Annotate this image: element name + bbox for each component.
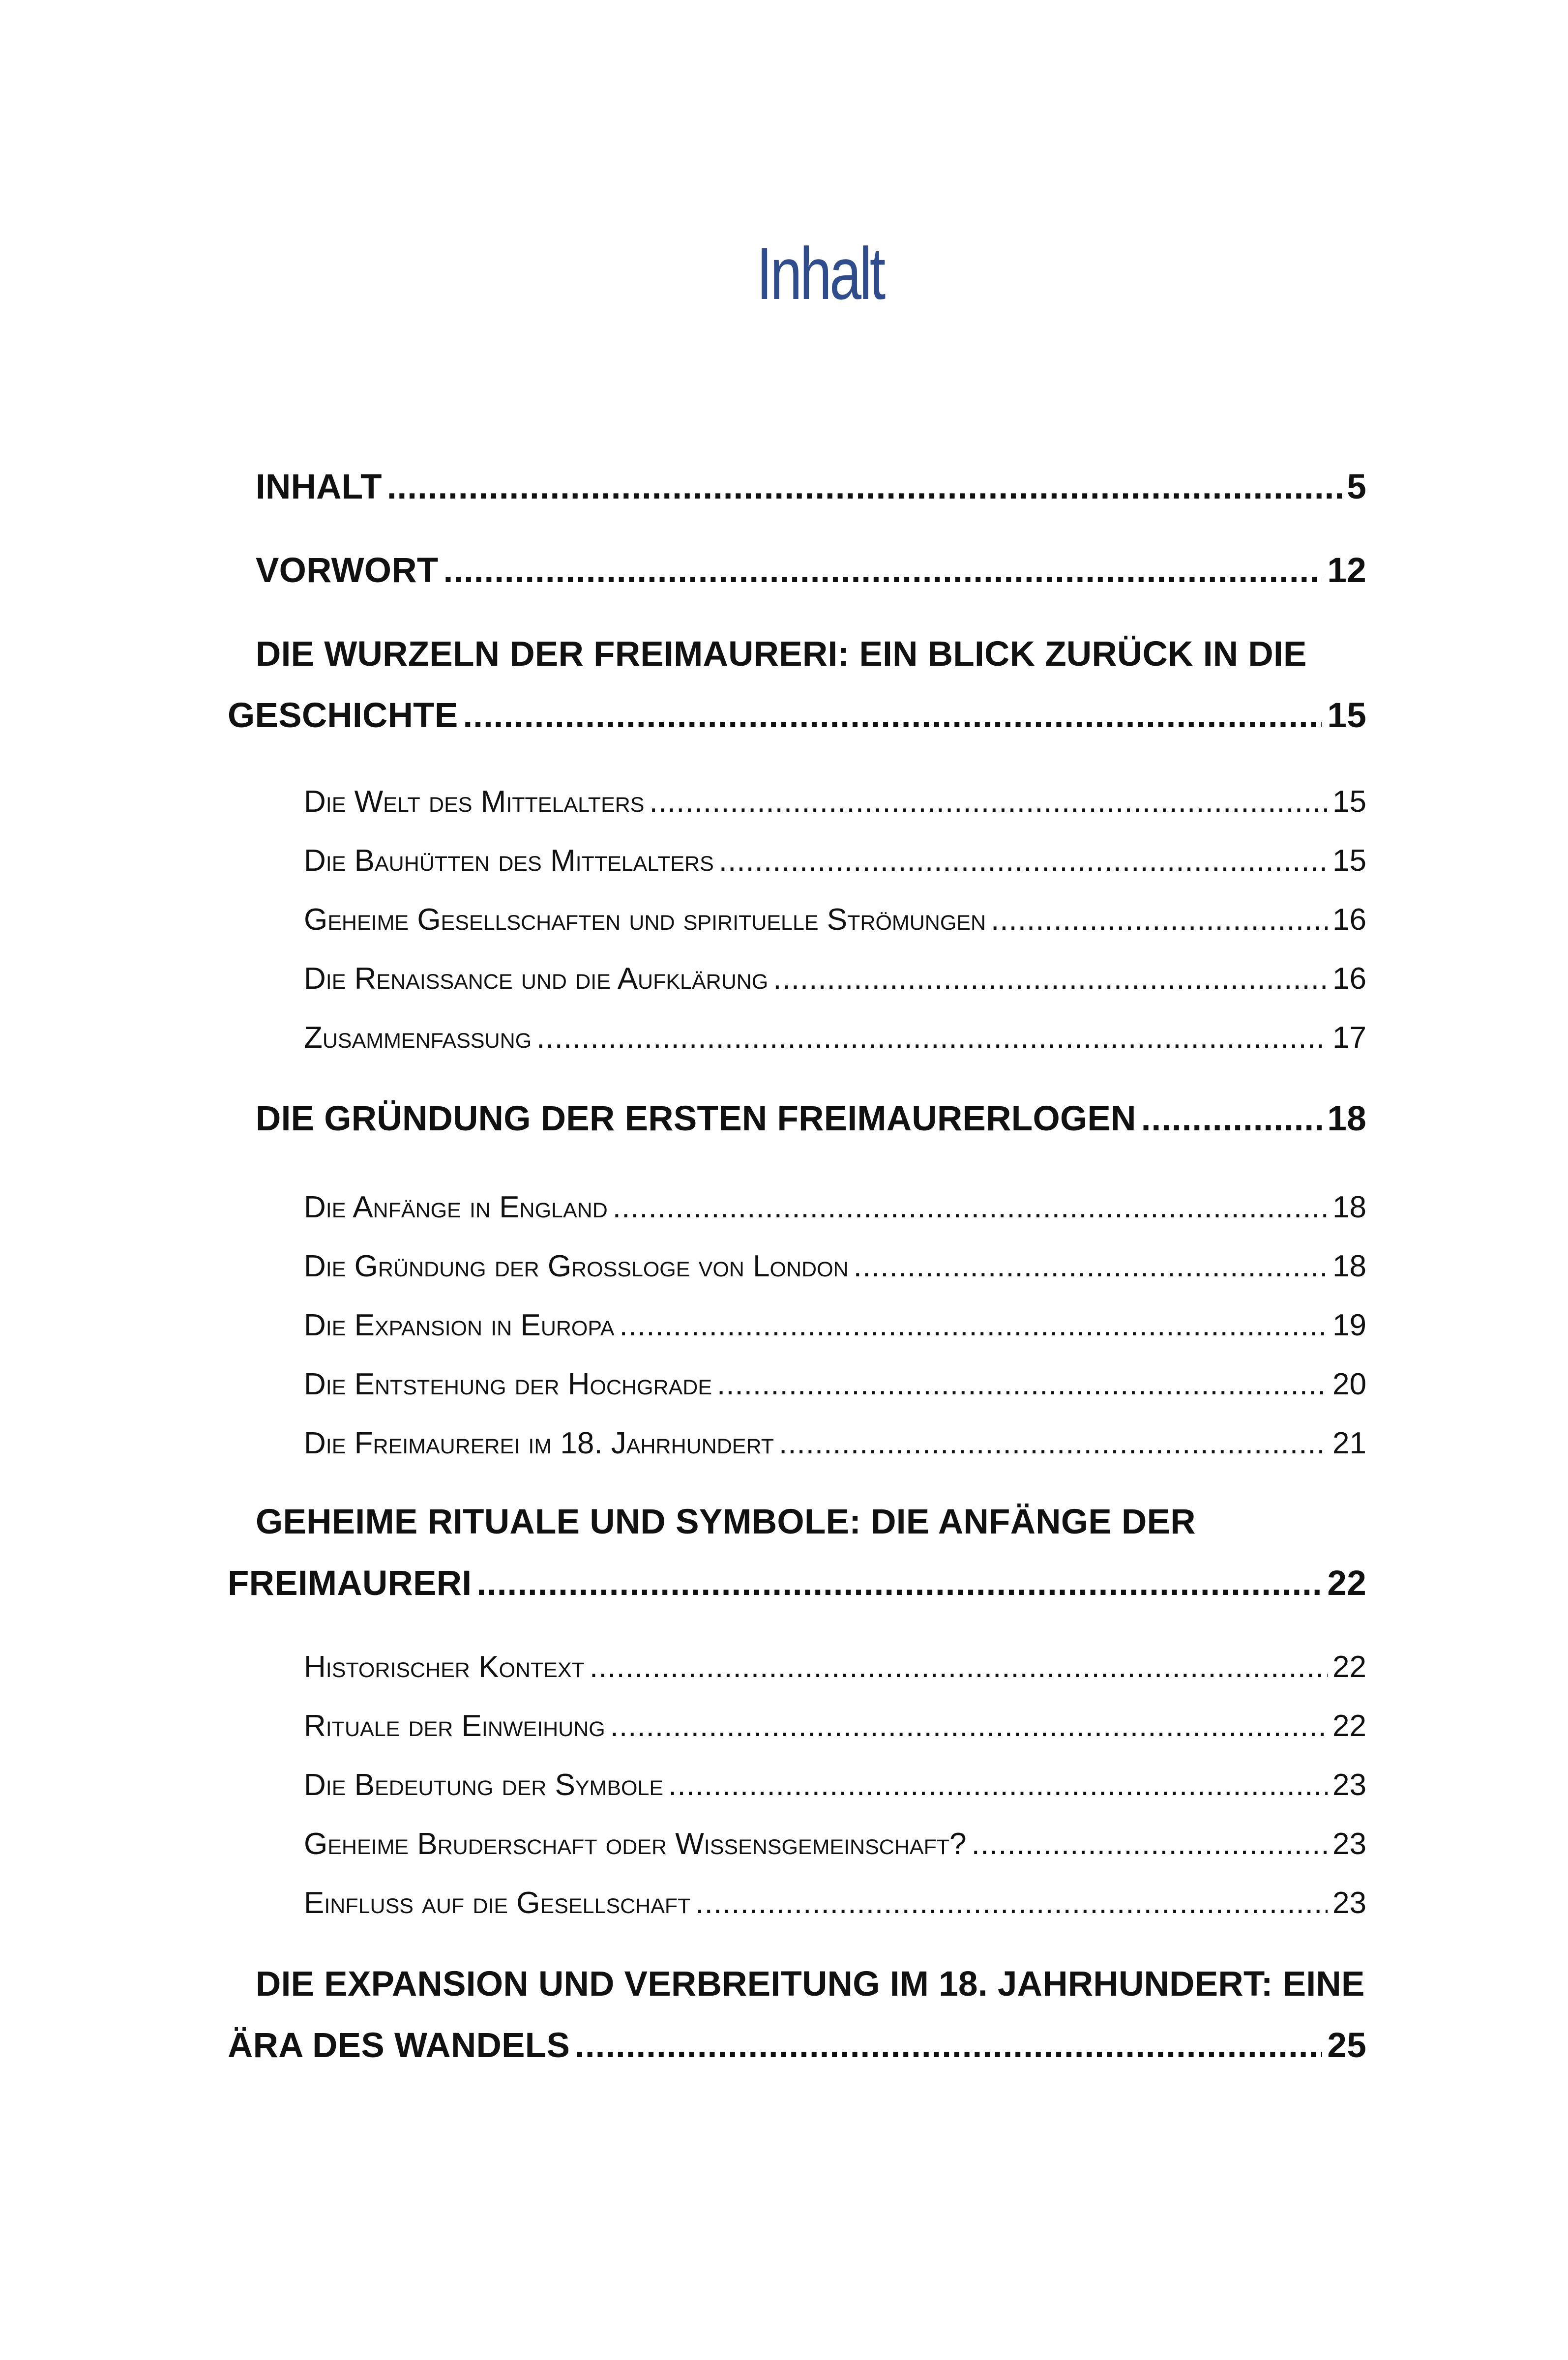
toc-page-number: 22	[1332, 1650, 1366, 1684]
toc-subentry[interactable]	[304, 1020, 1366, 1055]
toc-leader-dots	[610, 1709, 1328, 1743]
toc-entry-label: DIE WURZELN DER FREIMAURERI: EIN BLICK ZURÜCK IN DIE	[256, 635, 1307, 674]
toc-leader-dots	[779, 1426, 1328, 1461]
toc-page-number: 19	[1332, 1308, 1366, 1342]
toc-leader-dots	[1141, 1099, 1323, 1139]
toc-page-number: 23	[1332, 1886, 1366, 1920]
toc-page-number: 16	[1332, 962, 1366, 996]
toc-page-number: 23	[1332, 1768, 1366, 1802]
toc-leader-dots	[620, 1308, 1328, 1343]
toc-entry-label: GESCHICHTE	[228, 696, 458, 735]
toc-entry-label: Die Expansion in Europa	[304, 1308, 615, 1342]
toc-leader-dots	[972, 1827, 1328, 1861]
toc-entry-wurzeln[interactable]	[228, 696, 1366, 736]
toc-leader-dots	[444, 551, 1323, 590]
toc-subentry[interactable]	[304, 902, 1366, 937]
toc-leader-dots	[991, 902, 1328, 937]
toc-page-number: 20	[1332, 1367, 1366, 1401]
toc-entry-label: DIE GRÜNDUNG DER ERSTEN FREIMAURERLOGEN	[256, 1099, 1136, 1138]
toc-page-number: 16	[1332, 903, 1366, 937]
toc-entry-label: Die Gründung der Großloge von London	[304, 1249, 849, 1283]
page-title: Inhalt	[756, 232, 884, 315]
toc-page-number: 18	[1327, 1099, 1366, 1138]
toc-leader-dots	[695, 1886, 1328, 1920]
toc-leader-dots	[717, 1367, 1328, 1402]
toc-entry-label: GEHEIME RITUALE UND SYMBOLE: DIE ANFÄNGE DER	[256, 1503, 1196, 1541]
toc-entry-inhalt[interactable]	[256, 467, 1366, 507]
toc-entry-label: Zusammenfassung	[304, 1021, 532, 1055]
toc-subentry[interactable]	[304, 1308, 1366, 1343]
toc-entry-label: FREIMAURERI	[228, 1564, 472, 1603]
toc-leader-dots	[575, 2026, 1322, 2065]
toc-leader-dots	[463, 696, 1323, 736]
toc-entry-label: Rituale der Einweihung	[304, 1709, 605, 1743]
toc-subentry[interactable]	[304, 1709, 1366, 1743]
toc-subentry[interactable]	[304, 1426, 1366, 1461]
toc-page-number: 18	[1332, 1190, 1366, 1224]
toc-subentry[interactable]	[304, 843, 1366, 878]
toc-leader-dots	[476, 1564, 1322, 1603]
toc-entry-expansion-line1[interactable]	[256, 1964, 1366, 2004]
toc-entry-expansion[interactable]	[228, 2026, 1366, 2065]
toc-entry-gruendung[interactable]	[256, 1099, 1366, 1139]
toc-entry-rituale[interactable]	[228, 1564, 1366, 1603]
toc-entry-label: Einfluss auf die Gesellschaft	[304, 1886, 691, 1920]
toc-leader-dots	[650, 784, 1328, 819]
toc-page-number: 15	[1332, 785, 1366, 819]
toc-leader-dots	[613, 1190, 1328, 1225]
toc-page-number: 17	[1332, 1021, 1366, 1055]
toc-subentry[interactable]	[304, 1249, 1366, 1284]
toc-subentry[interactable]	[304, 784, 1366, 819]
toc-entry-label: Die Bedeutung der Symbole	[304, 1768, 664, 1802]
toc-entry-label: VORWORT	[256, 551, 439, 590]
toc-subentry[interactable]	[304, 1367, 1366, 1402]
toc-leader-dots	[719, 843, 1328, 878]
toc-page-number: 18	[1332, 1249, 1366, 1283]
toc-entry-label: Die Freimaurerei im 18. Jahrhundert	[304, 1426, 774, 1460]
toc-page-number: 15	[1332, 844, 1366, 878]
toc-entry-label: DIE EXPANSION UND VERBREITUNG IM 18. JAHRHUNDERT: EINE	[256, 1965, 1365, 2004]
toc-subentry[interactable]	[304, 1827, 1366, 1861]
toc-entry-vorwort[interactable]	[256, 551, 1366, 590]
toc-entry-label: Geheime Bruderschaft oder Wissensgemeinschaft?	[304, 1827, 967, 1861]
toc-subentry[interactable]	[304, 1190, 1366, 1225]
toc-page-number: 22	[1327, 1564, 1366, 1603]
toc-leader-dots	[854, 1249, 1328, 1284]
toc-entry-label: Die Anfänge in England	[304, 1190, 608, 1224]
toc-leader-dots	[536, 1020, 1328, 1055]
toc-entry-label: Die Renaissance und die Aufklärung	[304, 962, 769, 996]
toc-leader-dots	[668, 1768, 1328, 1802]
toc-subentry[interactable]	[304, 961, 1366, 996]
toc-subentry[interactable]	[304, 1650, 1366, 1684]
toc-entry-label: Die Bauhütten des Mittelalters	[304, 844, 714, 878]
toc-entry-rituale-line1[interactable]	[256, 1502, 1366, 1542]
toc-page-number: 23	[1332, 1827, 1366, 1861]
toc-page-number: 21	[1332, 1426, 1366, 1460]
toc-entry-label: Die Welt des Mittelalters	[304, 785, 645, 819]
toc-subentry[interactable]	[304, 1886, 1366, 1920]
toc-page-number: 5	[1347, 468, 1366, 506]
toc-entry-label: Die Entstehung der Hochgrade	[304, 1367, 712, 1401]
toc-entry-label: ÄRA DES WANDELS	[228, 2026, 570, 2065]
toc-page-number: 25	[1327, 2026, 1366, 2065]
toc-entry-wurzeln-line1[interactable]	[256, 634, 1366, 674]
toc-subentry[interactable]	[304, 1768, 1366, 1802]
toc-leader-dots	[387, 467, 1342, 507]
toc-leader-dots	[773, 961, 1328, 996]
toc-entry-label: Geheime Gesellschaften und spirituelle Strömungen	[304, 903, 986, 937]
toc-page-number: 12	[1327, 551, 1366, 590]
toc-leader-dots	[590, 1650, 1328, 1684]
toc-entry-label: Historischer Kontext	[304, 1650, 585, 1684]
toc-page-number: 22	[1332, 1709, 1366, 1743]
toc-entry-label: INHALT	[256, 468, 382, 506]
toc-page-number: 15	[1327, 696, 1366, 735]
